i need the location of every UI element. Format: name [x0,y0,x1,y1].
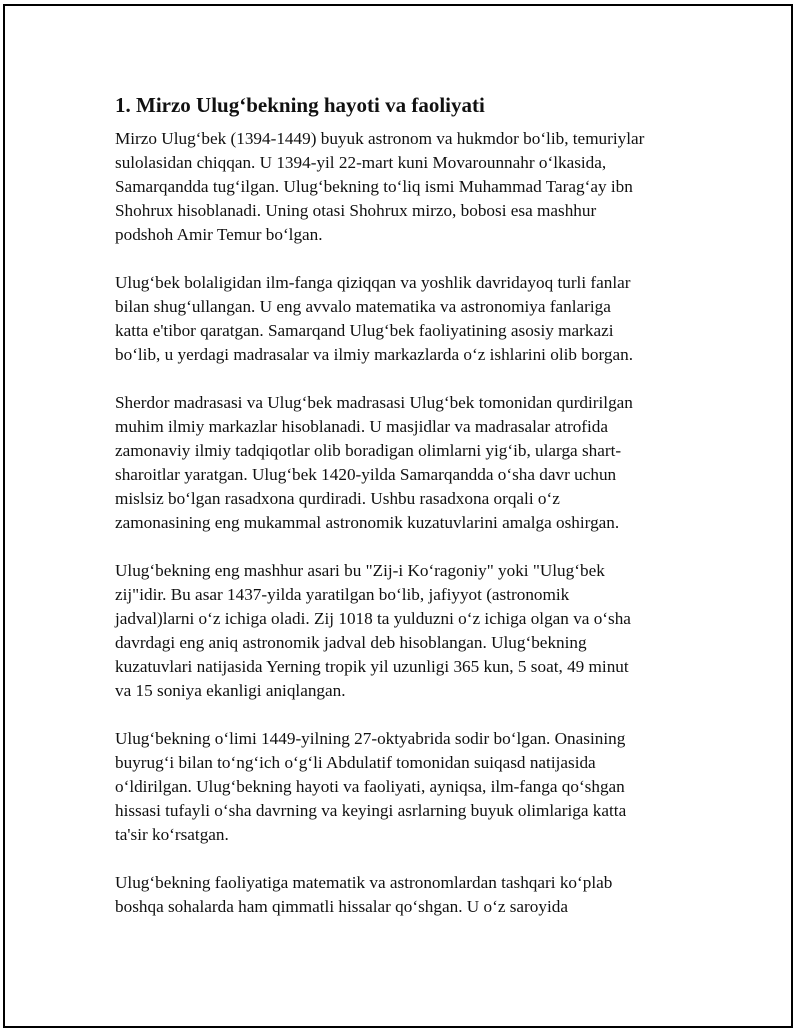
paragraph-line: sharoitlar yaratgan. Ulug‘bek 1420-yilda Samarqandda o‘sha davr uchun [115,465,617,484]
paragraph-line: bo‘lib, u yerdagi madrasalar va ilmiy markazlarda o‘z ishlarini olib borgan. [115,345,633,364]
document-body [115,91,705,919]
paragraph-line: hissasi tufayli o‘sha davrning va keyingi asrlarning buyuk olimlariga katta [115,801,627,820]
paragraph-line: va 15 soniya ekanligi aniqlangan. [115,681,346,700]
paragraph-line: Sherdor madrasasi va Ulug‘bek madrasasi Ulug‘bek tomonidan qurdirilgan [115,393,633,412]
paragraph-line: Mirzo Ulug‘bek (1394-1449) buyuk astronom va hukmdor bo‘lib, temuriylar [115,129,645,148]
paragraph-line: Shohrux hisoblanadi. Uning otasi Shohrux mirzo, bobosi esa mashhur [115,201,597,220]
paragraph-line: kuzatuvlari natijasida Yerning tropik yil uzunligi 365 kun, 5 soat, 49 minut [115,657,629,676]
paragraph-line: zamonasining eng mukammal astronomik kuzatuvlarini amalga oshirgan. [115,513,620,532]
paragraph-line: Ulug‘bekning o‘limi 1449-yilning 27-oktyabrida sodir bo‘lgan. Onasining [115,729,626,748]
paragraph-line: sulolasidan chiqqan. U 1394-yil 22-mart kuni Movarounnahr o‘lkasida, [115,153,607,172]
paragraph-line: Samarqandda tug‘ilgan. Ulug‘bekning to‘liq ismi Muhammad Tarag‘ay ibn [115,177,633,196]
paragraph-line: bilan shug‘ullangan. U eng avvalo matematika va astronomiya fanlariga [115,297,611,316]
paragraph-line: o‘ldirilgan. Ulug‘bekning hayoti va faoliyati, ayniqsa, ilm-fanga qo‘shgan [115,777,625,796]
paragraph [115,559,705,703]
paragraph-list [115,127,705,919]
paragraph [115,871,705,919]
document-title: 1. Mirzo Ulug‘bekning hayoti va faoliyati [115,93,485,117]
paragraph [115,127,705,247]
paragraph-line: zij"idir. Bu asar 1437-yilda yaratilgan bo‘lib, jafiyyot (astronomik [115,585,570,604]
paragraph [115,391,705,535]
paragraph-line: Ulug‘bekning eng mashhur asari bu "Zij-i Ko‘ragoniy" yoki "Ulug‘bek [115,561,605,580]
paragraph-line: ta'sir ko‘rsatgan. [115,825,229,844]
paragraph-line: Ulug‘bek bolaligidan ilm-fanga qiziqqan va yoshlik davridayoq turli fanlar [115,273,631,292]
paragraph-line: boshqa sohalarda ham qimmatli hissalar qo‘shgan. U o‘z saroyida [115,897,568,916]
paragraph [115,271,705,367]
paragraph-line: katta e'tibor qaratgan. Samarqand Ulug‘bek faoliyatining asosiy markazi [115,321,614,340]
paragraph-line: Ulug‘bekning faoliyatiga matematik va astronomlardan tashqari ko‘plab [115,873,613,892]
paragraph-line: podshoh Amir Temur bo‘lgan. [115,225,323,244]
paragraph-line: davrdagi eng aniq astronomik jadval deb hisoblangan. Ulug‘bekning [115,633,587,652]
paragraph-line: mislsiz bo‘lgan rasadxona qurdiradi. Ushbu rasadxona orqali o‘z [115,489,560,508]
paragraph-line: zamonaviy ilmiy tadqiqotlar olib boradigan olimlarni yig‘ib, ularga shart- [115,441,622,460]
paragraph-line: jadval)larni o‘z ichiga oladi. Zij 1018 ta yulduzni o‘z ichiga olgan va o‘sha [115,609,631,628]
paragraph-line: buyrug‘i bilan to‘ng‘ich o‘g‘li Abdulatif tomonidan suiqasd natijasida [115,753,596,772]
paragraph-line: muhim ilmiy markazlar hisoblanadi. U masjidlar va madrasalar atrofida [115,417,609,436]
paragraph [115,727,705,847]
